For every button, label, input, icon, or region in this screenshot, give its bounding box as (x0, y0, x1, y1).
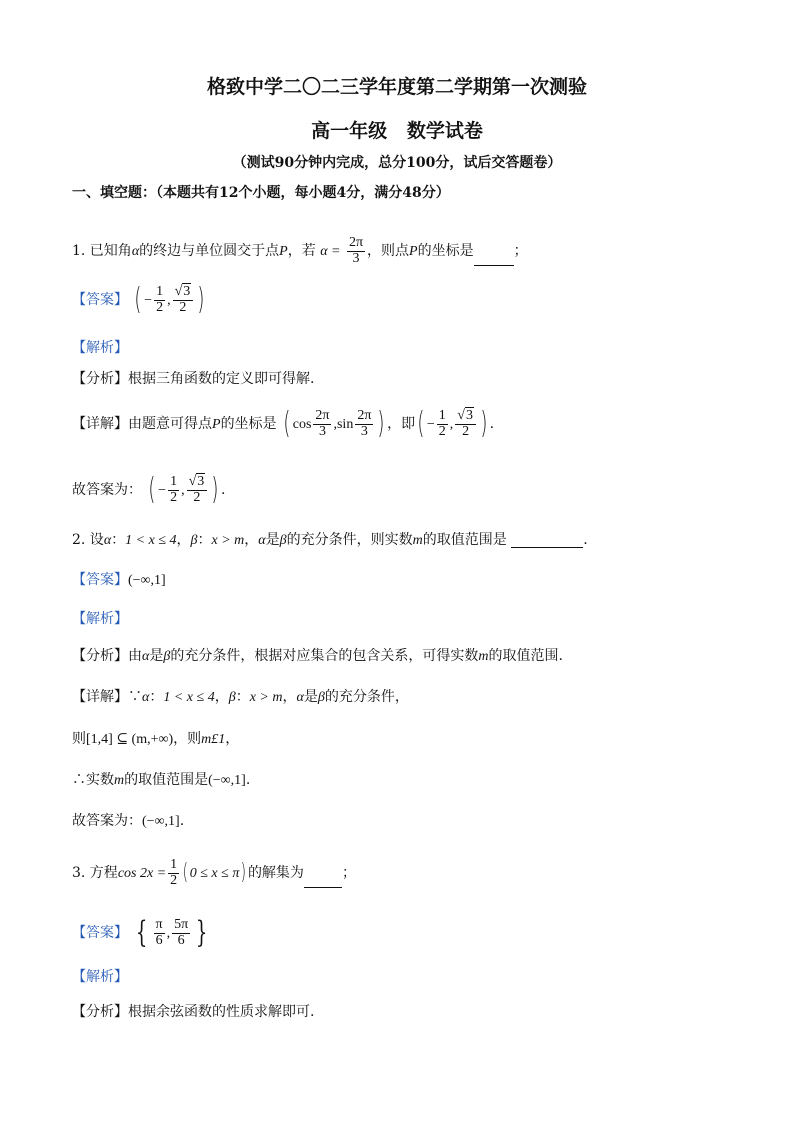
q1-final: 故答案为： ( − $\frac{1}{2}$ , $\frac{√3}{2}$ ) . (72, 472, 226, 508)
q2-detail: 【详解】∵α：1 < x ≤ 4，β：x > m，α是β的充分条件， (72, 689, 409, 705)
answer-tag: 【答案】 (72, 925, 128, 942)
question-3: 3. 方程cos 2x = $\frac{1}{2}$ ( 0 ≤ x ≤ π) 的解集为 ； (72, 857, 356, 888)
analysis-tag: 【解析】 (72, 611, 128, 627)
answer-blank (304, 887, 342, 888)
q1-analysis (72, 341, 128, 355)
fenxi-tag: 【分析】 (72, 1004, 128, 1020)
final-tag: 故答案为： (72, 813, 142, 829)
question-1: 1. 已知角α的终边与单位圆交于点P，若 α = $\frac{2\pi}{3}$ ，则点P的坐标是 ； (72, 235, 528, 266)
fenxi-tag: 【分析】 (72, 371, 128, 387)
q2-fenxi: 【分析】由α是β的充分条件，根据对应集合的包含关系，可得实数m的取值范围. (72, 648, 563, 664)
q1-text: 的终边与单位圆交于点 (139, 243, 280, 260)
q1-detail: 【详解】由题意可得点P的坐标是 ( cos $\frac{2\pi}{3}$ ,sin $\frac{2\pi}{3}$ ) ，即( − $\frac{1}{2}$ , $\frac{√3}{2}$ ) . (72, 406, 495, 442)
q1-answer: 【答案】 ( − $\frac{1}{2}$ , $\frac{√3}{2}$ ) (72, 282, 205, 318)
answer-blank (474, 265, 514, 266)
q1-point: P (409, 244, 418, 260)
q1-text: 的坐标是 (417, 243, 474, 260)
q3-fenxi: 【分析】根据余弦函数的性质求解即可. (72, 1004, 315, 1020)
detail-tag: 【详解】 (72, 689, 128, 705)
answer-tag: 【答案】 (72, 292, 128, 309)
analysis-tag: 【解析】 (72, 969, 128, 985)
q1-alpha: α (131, 244, 140, 260)
q1-eq: α = (320, 244, 341, 260)
exam-subtitle: 高一年级 数学试卷 (311, 120, 483, 142)
q1-text: 1. 已知角 (72, 243, 132, 260)
q2-analysis (72, 612, 128, 626)
detail-tag: 【详解】 (72, 416, 128, 433)
analysis-tag: 【解析】 (72, 340, 128, 356)
q1-fenxi: 【分析】根据三角函数的定义即可得解. (72, 371, 315, 387)
q3-answer: 【答案】 { $\frac{\pi}{6}$ , $\frac{5\pi}{6}$ } (72, 915, 208, 951)
q1-point: P (279, 244, 288, 260)
question-2: 2. 设α：1 < x ≤ 4，β：x > m，α是β的充分条件，则实数m的取值范围是 . (72, 532, 588, 548)
answer-blank (511, 547, 583, 548)
answer-tag: 【答案】 (72, 572, 128, 588)
fenxi-tag: 【分析】 (72, 648, 128, 664)
q2-answer: 【答案】(−∞,1] (72, 572, 166, 588)
exam-title: 格致中学二〇二三学年度第二学期第一次测验 (206, 76, 587, 98)
exam-note: （测试90分钟内完成，总分100分，试后交答题卷） (232, 155, 562, 171)
q2-detail-line2: 则[1,4] ⊆ (m,+∞)，则m£1， (72, 731, 240, 747)
q3-analysis (72, 970, 128, 984)
q1-text: ，若 (287, 243, 316, 260)
final-tag: 故答案为： (72, 482, 142, 499)
q1-text: ，则点 (367, 243, 410, 260)
section-title: 一、填空题：（本题共有12个小题，每小题4分，满分48分） (72, 185, 450, 201)
q1-fraction: $\frac{2\pi}{3}$ (348, 235, 364, 266)
q2-detail-line3: ∴实数m的取值范围是(−∞,1]. (72, 772, 251, 788)
q2-final: 故答案为：(−∞,1]. (72, 813, 185, 829)
